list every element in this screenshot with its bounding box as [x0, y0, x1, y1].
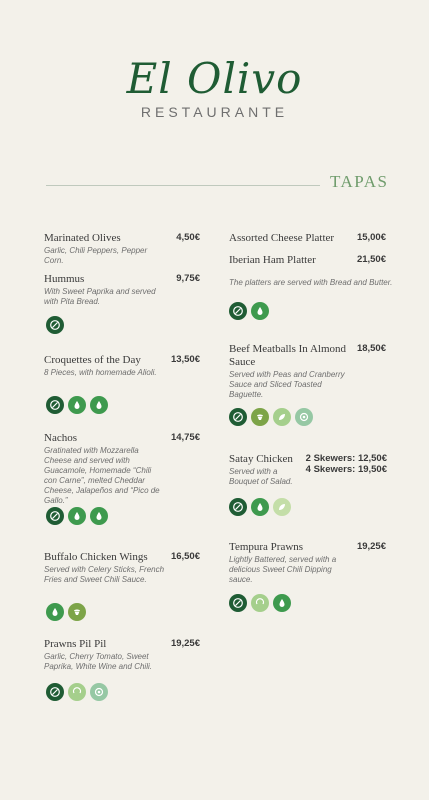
- vegetarian-icon: [273, 408, 291, 426]
- gluten-free-icon: [46, 316, 64, 334]
- item-name: Marinated Olives: [44, 232, 121, 244]
- item-description: Gratinated with Mozzarella Cheese and served with Guacamole, Homemade “Chili con Carne”, melted Cheddar Cheese, Jalapeños and “Pico de Gallo.”: [44, 446, 160, 505]
- section-divider: [46, 185, 320, 186]
- item-description: Lightly Battered, served with a delicious Sweet Chili Dipping sauce.: [229, 555, 337, 584]
- gluten-free-icon: [229, 498, 247, 516]
- menu-item: [44, 232, 164, 266]
- menu-item: [44, 551, 166, 585]
- nut-icon: [251, 408, 269, 426]
- gluten-free-icon: [229, 408, 247, 426]
- shellfish-icon: [295, 408, 313, 426]
- allergen-icons: [46, 507, 108, 525]
- item-description: Served with Celery Sticks, French Fries and Sweet Chili Sauce.: [44, 565, 165, 584]
- item-description: Served with Peas and Cranberry Sauce and Sliced Toasted Baguette.: [229, 370, 345, 399]
- item-name: Prawns Pil Pil: [44, 638, 107, 650]
- gluten-free-icon: [46, 683, 64, 701]
- item-description: With Sweet Paprika and served with Pita Bread.: [44, 287, 156, 306]
- nut-icon: [68, 603, 86, 621]
- gluten-free-icon: [229, 594, 247, 612]
- egg-free-icon: [251, 594, 269, 612]
- item-name: Croquettes of the Day: [44, 354, 141, 366]
- item-price: 2 Skewers: 12,50€: [305, 453, 387, 464]
- restaurant-logo: [0, 56, 429, 120]
- menu-item: [44, 273, 170, 307]
- gluten-free-icon: [229, 302, 247, 320]
- allergen-icons: [46, 683, 108, 701]
- allergen-icons: [46, 603, 86, 621]
- menu-item: [44, 354, 164, 378]
- item-price: 18,50€: [356, 343, 386, 354]
- logo-script: El Olivo: [126, 54, 303, 103]
- lactose-free-icon: [68, 396, 86, 414]
- item-name: Iberian Ham Platter: [229, 254, 316, 266]
- allergen-icons: [229, 408, 313, 426]
- menu-item: [44, 432, 166, 506]
- allergen-icons: [229, 302, 269, 320]
- item-price: 21,50€: [356, 254, 386, 265]
- allergen-icons: [46, 396, 108, 414]
- item-name: Satay Chicken: [229, 453, 293, 465]
- allergen-icons: [229, 594, 291, 612]
- lactose-free-icon: [251, 302, 269, 320]
- item-price-alt: 4 Skewers: 19,50€: [305, 464, 387, 475]
- section-title: TAPAS: [330, 172, 389, 191]
- item-price: 19,25€: [356, 541, 386, 552]
- gluten-free-icon: [46, 396, 64, 414]
- item-price: 15,00€: [356, 232, 386, 243]
- shellfish-icon: [90, 683, 108, 701]
- item-name: Beef Meatballs In Almond Sauce: [229, 343, 347, 368]
- item-price: 14,75€: [170, 432, 200, 443]
- egg-free-icon: [90, 507, 108, 525]
- item-name: Assorted Cheese Platter: [229, 232, 335, 244]
- menu-item: [44, 638, 168, 672]
- logo-subtitle: RESTAURANTE: [140, 104, 289, 120]
- menu-item: [229, 343, 353, 400]
- lactose-free-icon: [251, 498, 269, 516]
- egg-free-icon: [90, 396, 108, 414]
- item-price: 16,50€: [170, 551, 200, 562]
- item-name: Buffalo Chicken Wings: [44, 551, 148, 563]
- item-name: Tempura Prawns: [229, 541, 304, 553]
- vegetarian-icon: [273, 498, 291, 516]
- platter-note: The platters are served with Bread and Butter.: [229, 278, 393, 287]
- item-description: Garlic, Chili Peppers, Pepper Corn.: [44, 246, 148, 265]
- allergen-icons: [46, 316, 64, 334]
- item-name: Hummus: [44, 273, 85, 285]
- item-price: 9,75€: [176, 273, 200, 284]
- lactose-free-icon: [68, 507, 86, 525]
- item-description: Garlic, Cherry Tomato, Sweet Paprika, White Wine and Chili.: [44, 652, 152, 671]
- allergen-icons: [229, 498, 291, 516]
- item-price: 13,50€: [170, 354, 200, 365]
- item-name: Nachos: [44, 432, 77, 444]
- item-price: 4,50€: [176, 232, 200, 243]
- lactose-free-icon: [273, 594, 291, 612]
- item-description: 8 Pieces, with homemade Alioli.: [44, 368, 157, 377]
- lactose-free-icon: [46, 603, 64, 621]
- egg-free-icon: [68, 683, 86, 701]
- menu-item: [229, 541, 353, 585]
- gluten-free-icon: [46, 507, 64, 525]
- item-price: 19,25€: [170, 638, 200, 649]
- item-description: Served with a Bouquet of Salad.: [229, 467, 293, 486]
